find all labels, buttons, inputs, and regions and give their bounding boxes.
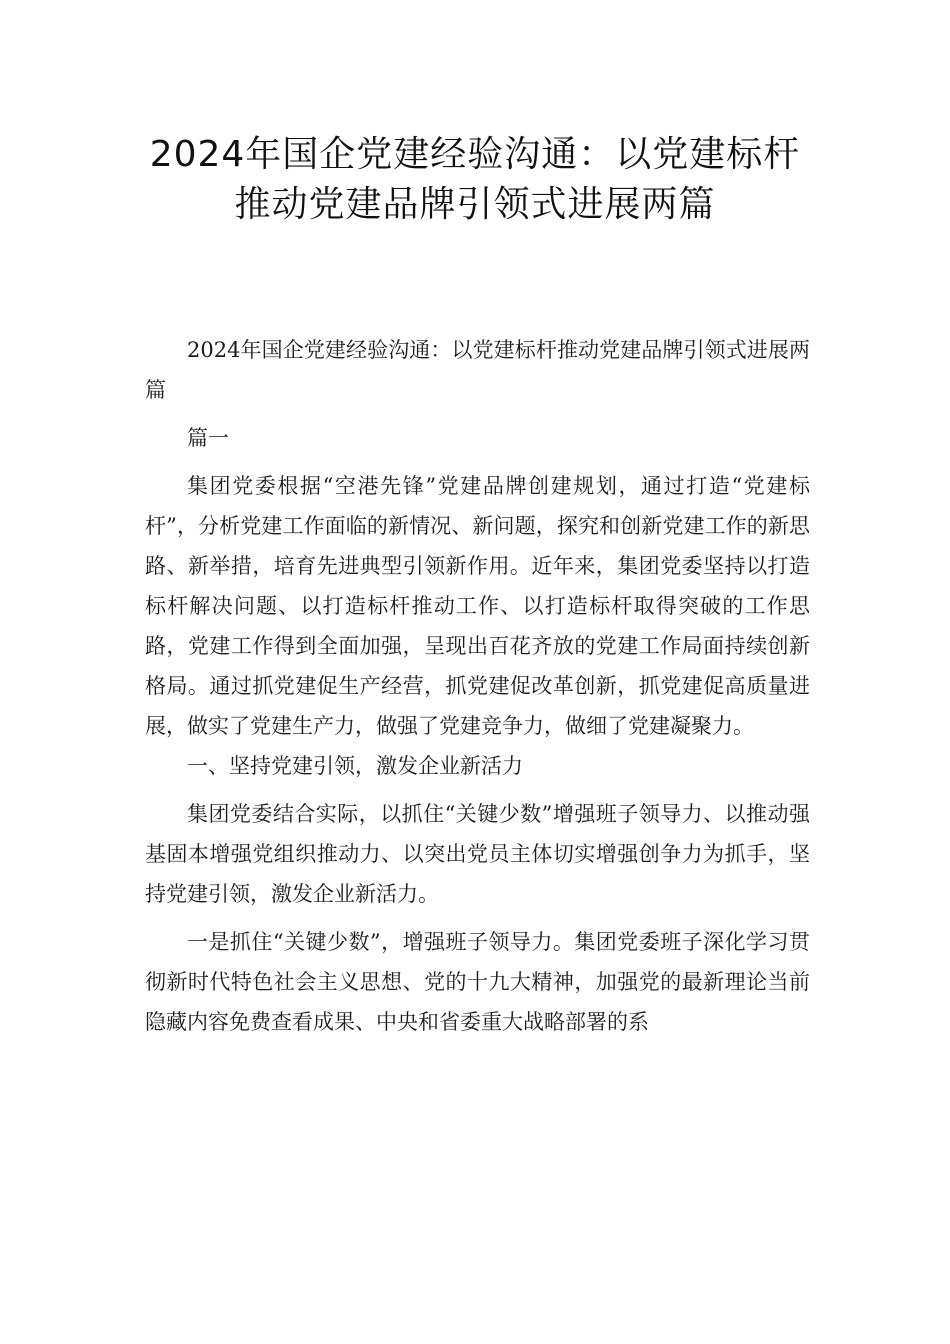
section-heading-1: 一、坚持党建引领，激发企业新活力 bbox=[187, 754, 523, 778]
title-line-2: 推动党建品牌引领式进展两篇 bbox=[234, 184, 716, 225]
paragraph-title-repeat: 2024年国企党建经验沟通：以党建标杆推动党建品牌引领式进展两篇 bbox=[145, 338, 810, 402]
paragraph-point-1: 一是抓住“关键少数”，增强班子领导力。集团党委班子深化学习贯彻新时代特色社会主义思想、党的十九大精神，加强党的最新理论当前隐藏内容免费查看成果、中央和省委重大战略部署的系 bbox=[145, 930, 810, 1034]
paragraph-section-1: 集团党委结合实际，以抓住“关键少数”增强班子领导力、以推动强基固本增强党组织推动力、以突出党员主体切实增强创争力为抓手，坚持党建引领，激发企业新活力。 bbox=[145, 802, 810, 906]
title-line-1: 2024年国企党建经验沟通：以党建标杆 bbox=[149, 134, 801, 175]
document-body bbox=[145, 330, 810, 1042]
paragraph-part-label: 篇一 bbox=[187, 426, 229, 450]
paragraph-intro: 集团党委根据“空港先锋”党建品牌创建规划，通过打造“党建标杆”，分析党建工作面临的新情况、新问题，探究和创新党建工作的新思路、新举措，培育先进典型引领新作用。近年来，集团党委坚持以打造标杆解决问题、以打造标杆推动工作、以打造标杆取得突破的工作思路，党建工作得到全面加强，呈现出百花齐放的党建工作局面持续创新格局。通过抓党建促生产经营，抓党建促改革创新，抓党建促高质量进展，做实了党建生产力，做强了党建竞争力，做细了党建凝聚力。 bbox=[145, 474, 810, 738]
document-title bbox=[120, 130, 830, 230]
